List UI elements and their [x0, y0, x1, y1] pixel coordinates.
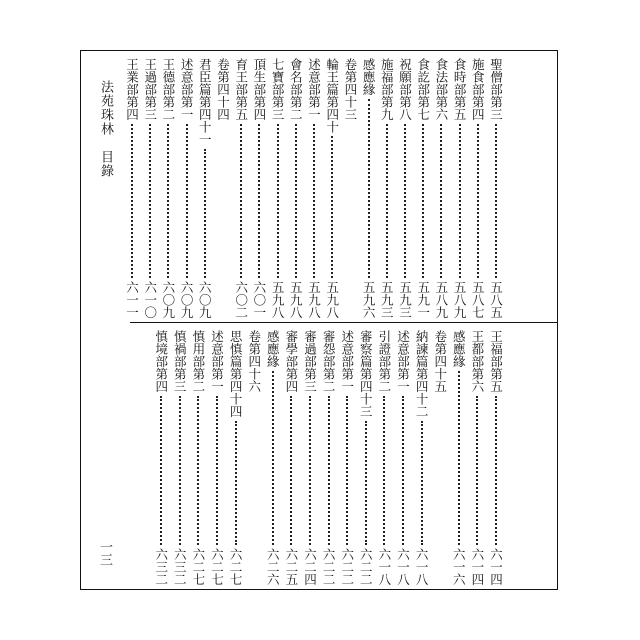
- toc-entry-page: 六二四: [302, 547, 318, 585]
- toc-entry-label: 施福部第九: [379, 58, 395, 121]
- toc-entry-label: 食時部第五: [452, 58, 468, 121]
- running-head-section: 目錄: [98, 150, 113, 178]
- toc-entry-page: 六一四: [469, 547, 485, 585]
- toc-entry-page: 五八五: [488, 280, 504, 318]
- toc-entry: [232, 58, 250, 318]
- toc-entry-label: 聖僧部第三: [488, 58, 504, 121]
- dot-leader: [328, 396, 330, 545]
- toc-entry: [451, 58, 469, 318]
- dot-leader: [495, 124, 497, 278]
- dot-leader: [386, 124, 388, 278]
- toc-entry-page: 五九八: [288, 280, 304, 318]
- toc-entry-page: 六〇九: [179, 280, 195, 318]
- toc-entry: [432, 58, 450, 318]
- toc-entry-page: 六〇九: [160, 280, 176, 318]
- toc-entry-page: 五九八: [324, 280, 340, 318]
- toc-entry: [123, 58, 141, 318]
- dot-leader: [422, 124, 424, 278]
- toc-entry-page: 五九八: [270, 280, 286, 318]
- toc-entry-label: 述意部第一: [339, 330, 355, 393]
- page-number: 一三: [97, 540, 112, 566]
- dot-leader: [458, 371, 460, 545]
- toc-entry-page: 六三二: [153, 547, 169, 585]
- toc-entry-label: 審過部第三: [302, 330, 318, 393]
- toc-entry-page: 六二二: [358, 547, 374, 585]
- toc-entry-page: 六二五: [283, 547, 299, 585]
- dot-leader: [149, 124, 151, 278]
- dot-leader: [290, 396, 292, 545]
- toc-entry-page: 五九八: [306, 280, 322, 318]
- dot-leader: [235, 421, 237, 545]
- toc-entry: [338, 330, 356, 585]
- toc-entry-label: 感應緣: [265, 330, 281, 368]
- toc-entry-label: 思慎篇第四十四: [228, 330, 244, 418]
- dot-leader: [295, 124, 297, 278]
- toc-entry: [396, 58, 414, 318]
- dot-leader: [404, 124, 406, 278]
- toc-entry: [250, 58, 268, 318]
- toc-entry: [468, 330, 486, 585]
- toc-entry: [196, 58, 214, 318]
- toc-entry-page: 六一〇: [142, 280, 158, 318]
- dot-leader: [495, 396, 497, 545]
- toc-entry: [487, 330, 505, 585]
- toc-entry-page: 六一八: [395, 547, 411, 585]
- toc-entry: [189, 330, 207, 585]
- toc-entry: [301, 330, 319, 585]
- toc-entry-label: 輪王篇第四十: [324, 58, 340, 133]
- toc-entry-page: 五九三: [379, 280, 395, 318]
- dot-leader: [313, 124, 315, 278]
- toc-entry: [208, 330, 226, 585]
- toc-entry-page: 六二七: [209, 547, 225, 585]
- toc-entry-page: 六〇九: [197, 280, 213, 318]
- toc-entry-label: 審察篇第四十三: [358, 330, 374, 418]
- toc-entry-page: 六一八: [414, 547, 430, 585]
- toc-entry-label: 慎用部第二: [190, 330, 206, 393]
- dot-leader: [309, 396, 311, 545]
- toc-entry-label: 述意部第一: [395, 330, 411, 393]
- toc-entry-page: 六一八: [376, 547, 392, 585]
- toc-entry-label: 王德部第二: [160, 58, 176, 121]
- toc-entry-label: 食訖部第七: [415, 58, 431, 121]
- toc-entry: [360, 58, 378, 318]
- toc-entry: [375, 330, 393, 585]
- toc-entry: [264, 330, 282, 585]
- toc-entry-label: 納諫篇第四十二: [414, 330, 430, 418]
- toc-entry-page: 五九一: [415, 280, 431, 318]
- toc-entry-page: 六二七: [190, 547, 206, 585]
- running-head-title: 法苑珠林: [98, 80, 113, 136]
- toc-entry-page: 五八九: [452, 280, 468, 318]
- toc-entry-page: 六二六: [265, 547, 281, 585]
- dot-leader: [204, 149, 206, 278]
- toc-entry-label: 君臣篇第四十一: [197, 58, 213, 146]
- toc-entry: [305, 58, 323, 318]
- dot-leader: [131, 124, 133, 278]
- toc-entry-label: 慎禍部第三: [172, 330, 188, 393]
- toc-entry-page: 五九三: [397, 280, 413, 318]
- toc-entry-page: 六二七: [228, 547, 244, 585]
- toc-entry-page: 六一一: [124, 280, 140, 318]
- toc-entry-page: 六〇二: [233, 280, 249, 318]
- toc-entry-label: 王業部第四: [124, 58, 140, 121]
- toc-entry: [487, 58, 505, 318]
- toc-entry-label: 慎境部第四: [153, 330, 169, 393]
- toc-entry: [323, 58, 341, 318]
- toc-entry-label: 施食部第四: [470, 58, 486, 121]
- dot-leader: [421, 421, 423, 545]
- dot-leader: [459, 124, 461, 278]
- toc-entry: [414, 58, 432, 318]
- toc-entry-page: 六〇一: [251, 280, 267, 318]
- toc-entry-page: 五八九: [433, 280, 449, 318]
- toc-entry-label: 卷第四十四: [215, 58, 231, 121]
- toc-entry-label: 感應緣: [451, 330, 467, 368]
- toc-volume-heading: [341, 58, 359, 318]
- toc-entry-label: 感應緣: [361, 58, 377, 96]
- dot-leader: [272, 371, 274, 545]
- dot-leader: [167, 124, 169, 278]
- toc-entry: [269, 58, 287, 318]
- toc-entry: [152, 330, 170, 585]
- toc-volume-heading: [245, 330, 263, 585]
- dot-leader: [240, 124, 242, 278]
- toc-entry-label: 會名部第二: [288, 58, 304, 121]
- dot-leader: [179, 396, 181, 545]
- toc-entry-label: 述意部第一: [209, 330, 225, 393]
- toc-entry-page: 六三二: [172, 547, 188, 585]
- toc-volume-heading: [214, 58, 232, 318]
- toc-entry-label: 卷第四十五: [432, 330, 448, 393]
- dot-leader: [186, 124, 188, 278]
- toc-entry: [469, 58, 487, 318]
- toc-entry-label: 祝願部第八: [397, 58, 413, 121]
- toc-entry-label: 食法部第六: [433, 58, 449, 121]
- toc-entry-label: 七寶部第三: [270, 58, 286, 121]
- running-head: [95, 80, 115, 178]
- dot-leader: [368, 99, 370, 278]
- toc-entry-page: 六二二: [321, 547, 337, 585]
- toc-entry: [178, 58, 196, 318]
- dot-leader: [258, 124, 260, 278]
- section-divider: [130, 322, 558, 323]
- dot-leader: [440, 124, 442, 278]
- toc-entry: [287, 58, 305, 318]
- toc-entry-label: 王過部第三: [142, 58, 158, 121]
- toc-entry-page: 五九六: [361, 280, 377, 318]
- toc-entry-page: 六二二: [339, 547, 355, 585]
- toc-entry-label: 述意部第一: [179, 58, 195, 121]
- dot-leader: [216, 396, 218, 545]
- toc-entry-label: 引證部第二: [376, 330, 392, 393]
- toc-entry-label: 王福部第五: [488, 330, 504, 393]
- dot-leader: [160, 396, 162, 545]
- dot-leader: [402, 396, 404, 545]
- toc-entry-label: 卷第四十六: [246, 330, 262, 393]
- toc-entry: [394, 330, 412, 585]
- dot-leader: [346, 396, 348, 545]
- dot-leader: [331, 136, 333, 278]
- toc-entry-label: 審怨部第二: [321, 330, 337, 393]
- toc-entry: [159, 58, 177, 318]
- toc-entry-label: 審學部第四: [283, 330, 299, 393]
- toc-entry-label: 育王部第五: [233, 58, 249, 121]
- toc-entry: [450, 330, 468, 585]
- toc-entry-page: 六一四: [488, 547, 504, 585]
- dot-leader: [383, 396, 385, 545]
- toc-entry-label: 王都部第六: [469, 330, 485, 393]
- dot-leader: [477, 124, 479, 278]
- toc-entry: [227, 330, 245, 585]
- dot-leader: [277, 124, 279, 278]
- toc-volume-heading: [431, 330, 449, 585]
- toc-entry-label: 卷第四十三: [342, 58, 358, 121]
- toc-entry-label: 頂生部第四: [251, 58, 267, 121]
- toc-entry: [141, 58, 159, 318]
- toc-entry-label: 述意部第一: [306, 58, 322, 121]
- dot-leader: [365, 421, 367, 545]
- toc-entry-page: 六一六: [451, 547, 467, 585]
- toc-entry: [282, 330, 300, 585]
- toc-entry: [357, 330, 375, 585]
- dot-leader: [476, 396, 478, 545]
- toc-entry: [413, 330, 431, 585]
- toc-entry: [171, 330, 189, 585]
- toc-entry: [320, 330, 338, 585]
- toc-entry: [378, 58, 396, 318]
- dot-leader: [197, 396, 199, 545]
- toc-entry-page: 五八七: [470, 280, 486, 318]
